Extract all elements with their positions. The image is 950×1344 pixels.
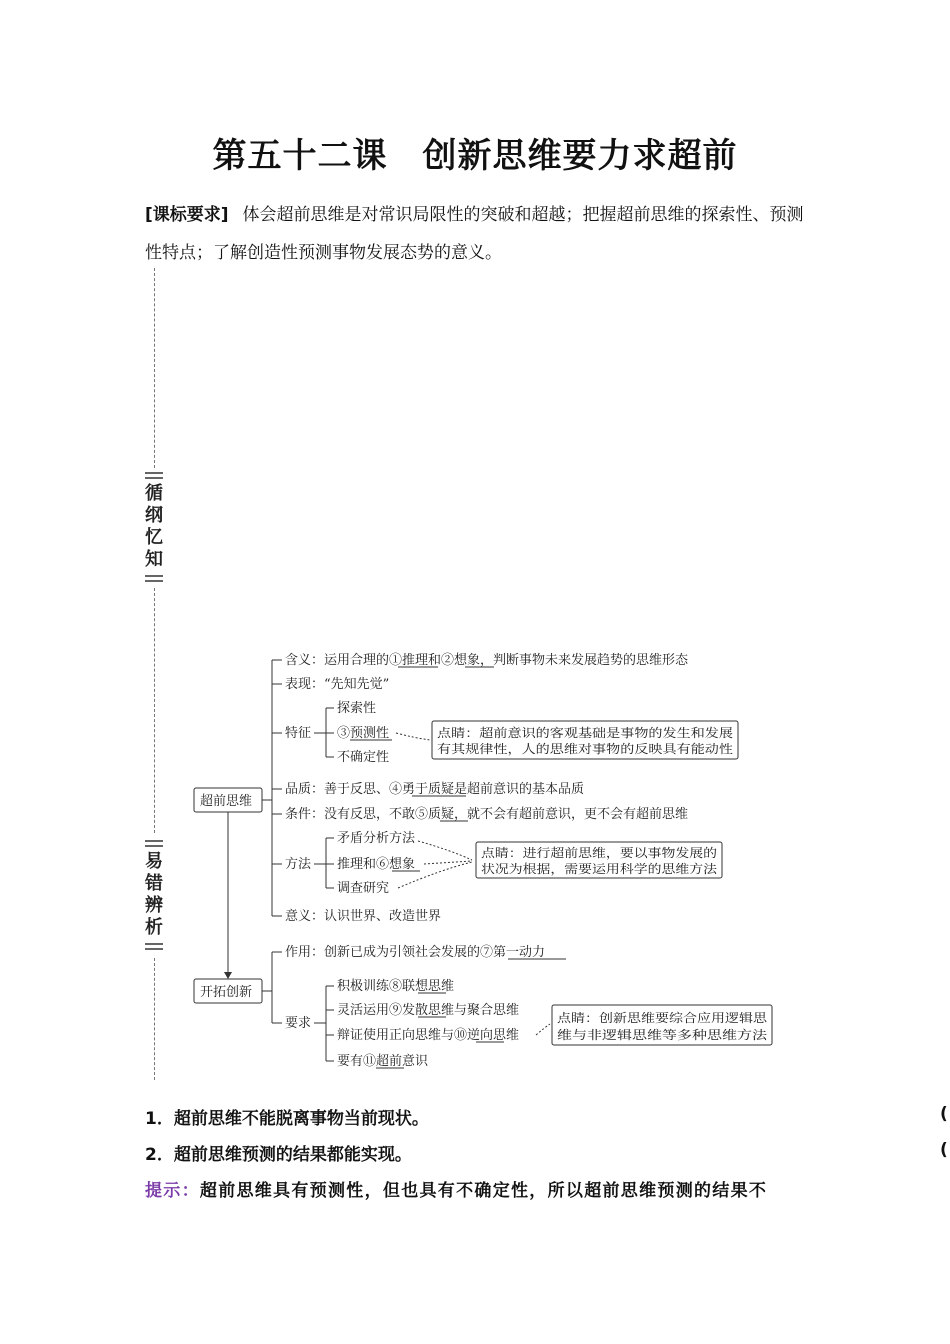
requirement-reverse: 辩证使用正向思维与⑩逆向思维	[337, 1028, 520, 1043]
feature-uncertain: 不确定性	[337, 750, 390, 765]
requirement-association: 积极训练⑧联想思维	[337, 979, 455, 994]
item-role: 作用：创新已成为引领社会发展的⑦第一动力	[285, 945, 546, 960]
note-2-line-2: 状况为根据，需要运用科学的思维方法	[481, 862, 686, 876]
arrow-head	[224, 972, 232, 979]
item-significance: 意义：认识世界、改造世界	[285, 909, 442, 924]
note-3-line-1: 点睛：创新思维要综合应用逻辑思	[557, 1011, 738, 1025]
hint-text: 超前思维具有预测性，但也具有不确定性，所以超前思维预测的结果不	[199, 1181, 768, 1201]
page-title: 第五十二课 创新思维要力求超前	[212, 136, 738, 176]
requirement-text: 体会超前思维是对常识局限性的突破和超越；把握超前思维的探索性、预测性特点；了解创造性预测事物发展态势的意义。	[145, 205, 804, 263]
answer-bracket-1: (	[940, 1104, 948, 1124]
side-tab-errors-label: 易错辨析	[145, 851, 163, 938]
item-requirement-label: 要求	[285, 1016, 312, 1031]
note-2-line-1: 点睛：进行超前思维，要以事物发展的	[481, 846, 686, 860]
answer-bracket-2: (	[940, 1140, 948, 1160]
feature-exploratory: 探索性	[337, 701, 377, 716]
item-features-label: 特征	[285, 726, 312, 741]
method-reasoning: 推理和⑥想象	[337, 857, 416, 872]
requirement-divergent: 灵活运用⑨发散思维与聚合思维	[337, 1003, 520, 1018]
item-meaning: 含义：运用合理的①推理和②想象，判断事物未来发展趋势的思维形态	[285, 653, 689, 668]
hint-label: 提示：	[145, 1181, 200, 1201]
requirement-label: [课标要求]	[145, 205, 229, 225]
note-1-line-2: 有其规律性，人的思维对事物的反映具有能动性	[437, 742, 689, 756]
requirement-advance-awareness: 要有⑪超前意识	[337, 1054, 429, 1069]
question-1: 1．超前思维不能脱离事物当前现状。	[145, 1109, 429, 1129]
question-2: 2．超前思维预测的结果都能实现。	[145, 1145, 412, 1165]
item-condition: 条件：没有反思，不敢⑤质疑，就不会有超前意识，更不会有超前思维	[285, 807, 689, 822]
method-investigation: 调查研究	[337, 881, 390, 896]
method-contradiction: 矛盾分析方法	[337, 831, 416, 846]
note-3-line-2: 维与非逻辑思维等多种思维方法	[557, 1028, 726, 1042]
root-innovation: 开拓创新	[200, 985, 253, 1000]
item-quality: 品质：善于反思、④勇于质疑是超前意识的基本品质	[285, 782, 585, 797]
root-advance-thinking: 超前思维	[200, 794, 253, 809]
side-tab-review-label: 循纲忆知	[145, 483, 163, 570]
item-method-label: 方法	[285, 857, 312, 872]
feature-predictive: ③预测性	[337, 726, 390, 741]
hint	[145, 1176, 767, 1201]
item-expression: 表现：“先知先觉”	[285, 677, 390, 692]
note-1-line-1: 点睛：超前意识的客观基础是事物的发生和发展	[437, 726, 689, 740]
